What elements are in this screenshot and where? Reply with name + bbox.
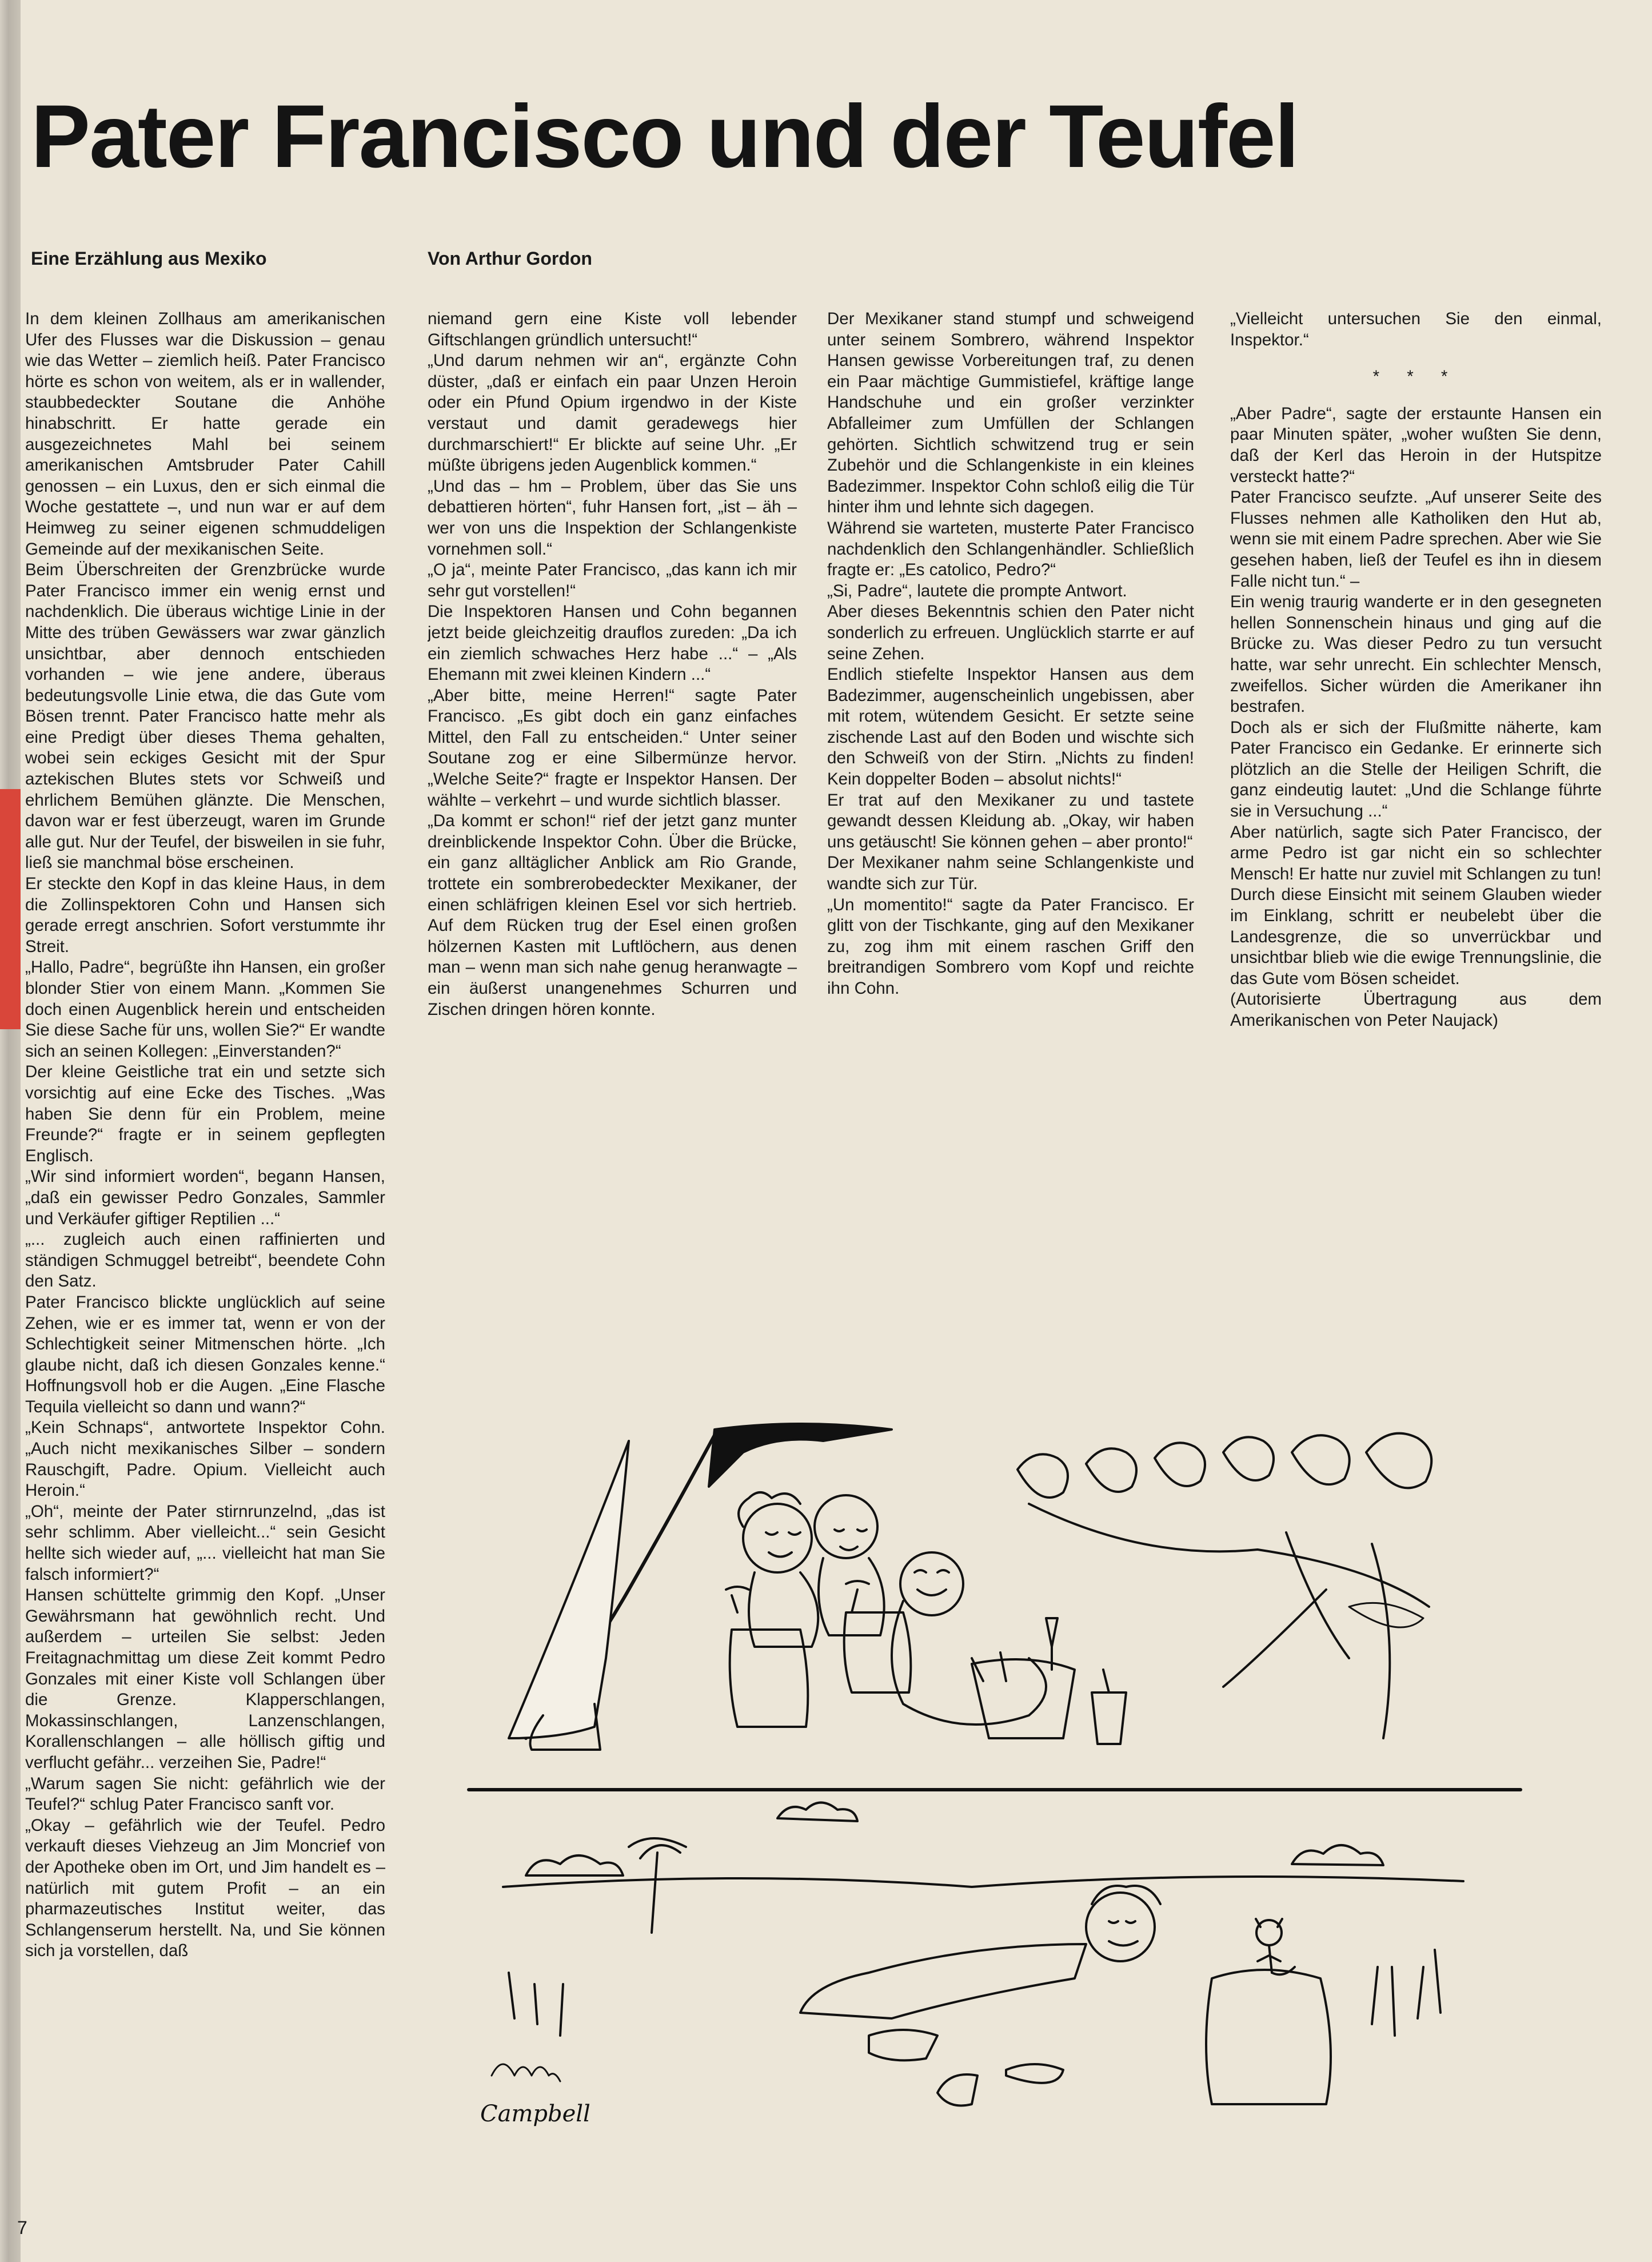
paragraph: Beim Überschreiten der Grenzbrücke wurde Pater Francisco immer ein wenig ernst und nachdenklich. Die überaus wichtige Linie in der Mitte des trüben Gewässers war zwar gänzlich unsichtbar, aber dennoch entschieden vorhanden – wie jene andere, überaus bedeutungsvolle Linie etwa, die das Gute vom Bösen trennt. Pater Francisco hatte mehr als eine Predigt über dieses Thema gehalten, wobei sein eckiges Gesicht mit der Spur aztekischen Blutes stets vor Schweiß und ehrlichem Bemühen glänzte. Die Menschen, davon war er fest überzeugt, waren im Grunde alle gut. Nur der Teufel, der bisweilen in sie fuhr, ließ sie manchmal böse erscheinen. [25,560,385,873]
paragraph: „Kein Schnaps“, antwortete Inspektor Cohn. „Auch nicht mexikanisches Silber – sondern Rauschgift, Padre. Opium. Vielleicht auch Heroin.“ [25,1418,385,1500]
artist-signature: Campbell [480,2101,590,2127]
paragraph: Der Mexikaner stand stumpf und schweigend unter seinem Sombrero, während Inspektor Hansen gewisse Vorbereitungen traf, zu denen ein Paar mächtige Gummistiefel, kräftige lange Handschuhe und ein großer verzinkter Abfalleimer zum Umfüllen der Schlangen gehörten. Sichtlich schwitzend trug er sein Zubehör und die Schlangenkiste in ein kleines Badezimmer. Inspektor Cohn schloß eilig die Tür hinter ihm und lehnte sich dagegen. [827,309,1194,517]
paragraph: Aber natürlich, sagte sich Pater Francisco, der arme Pedro ist gar nicht ein so schlechter Mensch! Er hatte nur zuviel mit Schlangen zu tun! [1230,822,1602,883]
tree-canopy [709,1424,892,1487]
heaven-scene [509,1424,1431,1750]
drape [509,1441,629,1738]
paragraph: niemand gern eine Kiste voll lebender Giftschlangen gründlich untersucht!“ [428,309,797,349]
paragraph: „Und das – hm – Problem, über das Sie uns debattieren hörten“, fuhr Hansen fort, „ist – äh – wer von uns die Inspektion der Schlangenkiste vornehmen soll.“ [428,476,797,559]
cherub-1 [726,1492,818,1647]
paragraph: „Hallo, Padre“, begrüßte ihn Hansen, ein großer blonder Stier von einem Mann. „Kommen Sie doch einen Augenblick herein und entscheiden Sie diese Sache für uns, wollen Sie?“ Er wandte sich an seinen Kollegen: „Einverstanden?“ [25,958,385,1061]
paragraph: „Okay – gefährlich wie der Teufel. Pedro verkauft dieses Viehzeug an Jim Moncrief von der Apotheke oben im Ort, und Jim handelt es – natürlich mit gutem Profit – an ein pharmazeutisches Institut weiter, das Schlangenserum herstellt. Na, und Sie können sich ja vorstellen, daß [25,1815,385,1961]
paragraph: „... zugleich auch einen raffinierten und ständigen Schmuggel betreibt“, beendete Cohn den Satz. [25,1230,385,1291]
rolled-blanket [1006,2064,1063,2083]
cartoon-illustration [457,1418,1532,2173]
cloud-2 [777,1803,857,1822]
text-column-3 [827,309,1194,1144]
text-column-1 [25,309,385,2224]
paragraph: „Da kommt er schon!“ rief der jetzt ganz munter dreinblickende Inspektor Cohn. Über die Brücke, ein ganz alltäglicher Anblick am Rio Grande, trottete ein sombrerobedeckter Mexikaner, der einen schläfrigen kleinen Esel vor sich hertrieb. Auf dem Rücken trug der Esel einen großen hölzernen Kasten mit Luftlöchern, aus denen man – wenn man sich nahe genug heranwagte – ein äußerst unangenehmes Schurren und Zischen dringen hören konnte. [428,811,797,1019]
paragraph: Aber dieses Bekenntnis schien den Pater nicht sonderlich zu erfreuen. Unglücklich starrte er auf seine Zehen. [827,602,1194,663]
champagne-bucket [1092,1670,1126,1744]
paragraph: „Aber bitte, meine Herren!“ sagte Pater Francisco. „Es gibt doch ein ganz einfaches Mittel, den Fall zu entscheiden.“ Unter seiner Soutane zog er eine Silbermünze hervor. „Welche Seite?“ fragte er Inspektor Hansen. Der wählte – verkehrt – und wurde sichtlich blasser. [428,686,797,810]
paragraph: Er steckte den Kopf in das kleine Haus, in dem die Zollinspektoren Cohn und Hansen sich gerade erregt anschrien. Sofort verstummte ihr Streit. [25,874,385,956]
bag [937,2074,977,2106]
paragraph: „Wir sind informiert worden“, begann Hansen, „daß ein gewisser Pedro Gonzales, Sammler und Verkäufer giftiger Reptilien ...“ [25,1167,385,1228]
side-table [972,1659,1075,1738]
paragraph: Pater Francisco seufzte. „Auf unserer Seite des Flusses nehmen alle Katholiken den Hut ab, wenn sie mit einem Padre sprechen. Aber wie Sie gesehen haben, ließ der Teufel es ihn in diesem Falle nicht tun.“ – [1230,488,1602,591]
page-edge-color-stripe [0,789,21,1029]
paragraph: Pater Francisco blickte unglücklich auf seine Zehen, wie er es immer tat, wenn er von der Schlechtigkeit seiner Mitmenschen hörte. „Ich glaube nicht, daß ich diesen Gonzales kenne.“ Hoffnungsvoll hob er die Augen. „Eine Flasche Tequila vielleicht so dann und wann?“ [25,1292,385,1416]
paragraph: „Si, Padre“, lautete die prompte Antwort. [827,581,1127,600]
page-number: 7 [17,2217,27,2238]
paragraph: „Und darum nehmen wir an“, ergänzte Cohn düster, „daß er einfach ein paar Unzen Heroin oder ein Pfund Opium irgendwo in der Kiste verstaut und damit geradewegs hier durchmarschiert!“ Er blickte auf seine Uhr. „Er müßte übrigens jeden Augenblick kommen.“ [428,351,797,475]
paragraph: Endlich stiefelte Inspektor Hansen aus dem Badezimmer, augenscheinlich ungebissen, aber mit rotem, wütendem Gesicht. Er setzte seine zischende Last auf den Boden und wischte sich den Schweiß von der Stirn. „Nichts zu finden! Kein doppelter Boden – absolut nichts!“ [827,665,1194,789]
grass-field [509,1950,1440,2036]
paragraph: (Autorisierte Übertragung aus dem Amerikanischen von Peter Naujack) [1230,990,1602,1030]
artist-signature-mark [492,2064,560,2081]
article-subtitle: Eine Erzählung aus Mexiko [31,248,267,269]
paragraph: Ein wenig traurig wanderte er in den gesegneten hellen Sonnenschein hinaus und ging auf die Brücke zu. Was dieser Pedro zu tun versucht hatte, war sehr unrecht. Ein schlechter Mensch, zweifellos. Sicher würden die Amerikaner ihn bestrafen. [1230,592,1602,716]
dancers-line [1017,1433,1431,1738]
paragraph: „Aber Padre“, sagte der erstaunte Hansen ein paar Minuten später, „woher wußten Sie denn, daß der Kerl das Heroin in der Hutspitze versteckt hatte?“ [1230,404,1602,486]
devil-figure [892,1552,1046,1725]
tree-stump [1206,1970,1331,2104]
little-devil [1256,1919,1295,1974]
pedestal-2 [844,1612,911,1692]
horizon [503,1877,1463,1887]
cloud-3 [1292,1845,1383,1865]
paragraph: „O ja“, meinte Pater Francisco, „das kann ich mir sehr gut vorstellen!“ [428,560,797,600]
paragraph: Doch als er sich der Flußmitte näherte, kam Pater Francisco ein Gedanke. Er erinnerte sich plötzlich an die Stelle der Heiligen Schrift, die ganz eindeutig lautet: „Und die Schlange führte sie in Versuchung ...“ [1230,718,1602,821]
paragraph: Der Mexikaner nahm seine Schlangenkiste und wandte sich zur Tür. [827,853,1194,894]
article-title: Pater Francisco und der Teufel [31,86,1299,186]
palm-tree [629,1838,686,1933]
text-column-4 [1230,309,1602,1144]
cloud-1 [526,1855,623,1875]
paragraph: In dem kleinen Zollhaus am amerikanischen Ufer des Flusses war die Diskussion – genau wie das Wetter – ziemlich heiß. Pater Francisco hörte es schon von weitem, als er in wallender, staubbedeckter Soutane die Anhöhe hinabschritt. Er hatte gerade ein ausgezeichnetes Mahl bei seinem amerikanischen Amtsbruder Pater Cahill genossen – ein Luxus, den er sich einmal die Woche gestattete –, und nun war er auf dem Heimweg zu seiner eigenen schmuddeligen Gemeinde auf der mexikanischen Seite. [25,309,385,559]
paragraph: Er trat auf den Mexikaner zu und tastete gewandt dessen Kleidung ab. „Okay, wir haben uns getäuscht! Sie können gehen – aber pronto!“ [827,790,1194,851]
paragraph: „Un momentito!“ sagte da Pater Francisco. Er glitt von der Tischkante, ging auf den Mexikaner zu, zog ihm mit einem raschen Griff den breitrandigen Sombrero vom Kopf und reichte ihn Cohn. [827,895,1194,998]
section-break-stars: * * * [1372,367,1459,387]
paragraph: Die Inspektoren Hansen und Cohn begannen jetzt beide gleichzeitig drauflos zureden: „Da ich ein ziemlich schwaches Herz habe ...“ – „Als Ehemann mit zwei kleinen Kindern ...“ [428,602,797,684]
page-spine-edge [0,0,21,2262]
paragraph: Durch diese Einsicht mit seinem Glauben wieder im Einklang, schritt er neubelebt über die Landesgrenze, die so unverrückbar und unsichtbar blieb wie die ewige Trennungslinie, die das Gute vom Bösen scheidet. [1230,885,1602,988]
paragraph: Während sie warteten, musterte Pater Francisco nachdenklich den Schlangenhändler. Schließlich fragte er: „Es catolico, Pedro?“ [827,518,1194,580]
cherub-2 [815,1495,884,1635]
article-byline: Von Arthur Gordon [428,248,592,269]
paragraph: „Warum sagen Sie nicht: gefährlich wie der Teufel?“ schlug Pater Francisco sanft vor. [25,1774,385,1814]
sleeping-man [800,1886,1160,2060]
paragraph: „Oh“, meinte der Pater stirnrunzelnd, „das ist sehr schlimm. Aber vielleicht...“ sein Gesicht hellte sich wieder auf, „... vielleicht hat man Sie falsch informiert?“ [25,1502,385,1584]
paragraph: Der kleine Geistliche trat ein und setzte sich vorsichtig auf eine Ecke des Tisches. „Was haben Sie denn für ein Problem, meine Freunde?“ fragte er in seinem gepflegten Englisch. [25,1062,385,1165]
text-column-2 [428,309,797,1144]
earth-scene [492,1803,1463,2106]
pedestal-1 [730,1630,808,1727]
paragraph: „Vielleicht untersuchen Sie den einmal, Inspektor.“ [1230,309,1602,349]
paragraph: Hansen schüttelte grimmig den Kopf. „Unser Gewährsmann hat gewöhnlich recht. Und außerdem – urteilen Sie selbst: Jeden Freitagnachmittag um diese Zeit kommt Pedro Gonzales mit einer Kiste voll Schlangen über die Grenze. Klapperschlangen, Mokassinschlangen, Lanzenschlangen, Korallenschlangen – alle höllisch giftig und verflucht gefähr... verzeihen Sie, Padre!“ [25,1586,385,1772]
